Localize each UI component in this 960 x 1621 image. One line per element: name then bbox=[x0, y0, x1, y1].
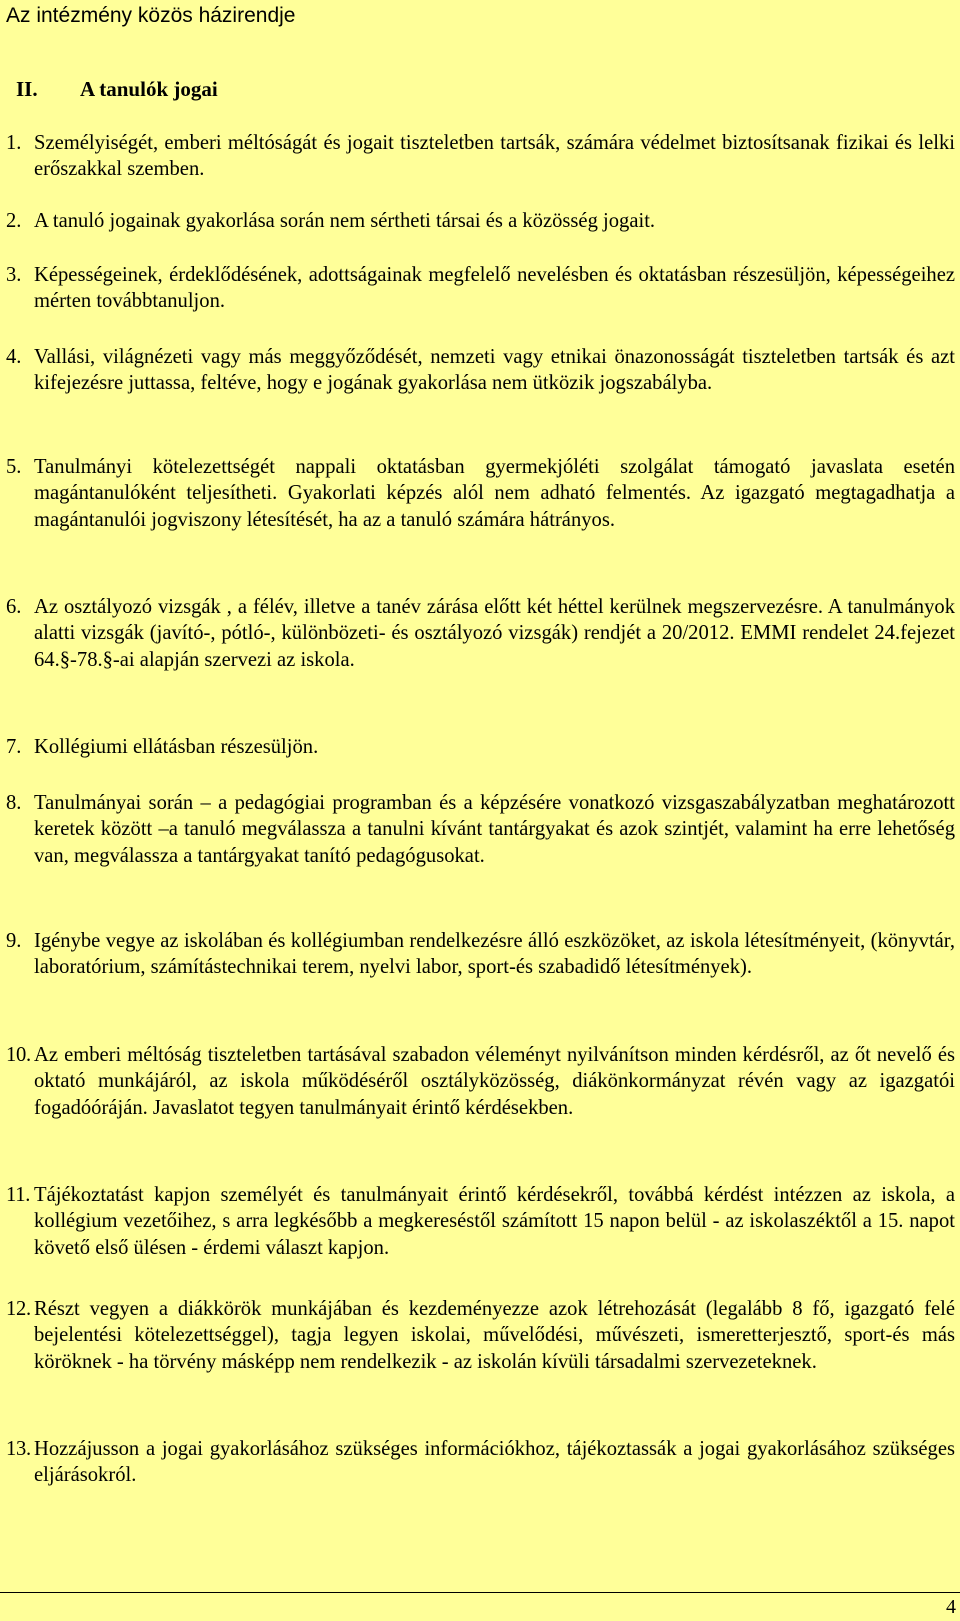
footer-divider bbox=[0, 1592, 960, 1593]
list-item-number: 1. bbox=[6, 132, 22, 154]
list-item-text: Képességeinek, érdeklődésének, adottságainak megfelelő nevelésben és oktatásban részesüljön, képességeihez mérten továbbtanuljon. bbox=[34, 264, 955, 313]
list-item bbox=[6, 344, 955, 397]
list-item-number: 9. bbox=[6, 930, 22, 952]
document-header-title: Az intézmény közös házirendje bbox=[6, 4, 296, 27]
list-item bbox=[6, 130, 955, 183]
list-item bbox=[6, 262, 955, 315]
list-item bbox=[6, 208, 955, 234]
list-item-text: Kollégiumi ellátásban részesüljön. bbox=[34, 736, 319, 758]
list-item bbox=[6, 1296, 955, 1375]
list-item-text: Személyiségét, emberi méltóságát és jogait tiszteletben tartsák, számára védelmet biztosítsanak fizikai és lelki erőszakkal szemben. bbox=[34, 132, 955, 181]
list-item-text: Tanulmányai során – a pedagógiai programban és a képzésére vonatkozó vizsgaszabályzatban meghatározott keretek között –a tanuló megválassza a tanulni kívánt tantárgyakat és azok szintjét, valamint ha erre lehetőség van, megválassza a tantárgyakat tanító pedagógusokat. bbox=[34, 792, 955, 867]
list-item-text: Tanulmányi kötelezettségét nappali oktatásban gyermekjóléti szolgálat támogató javaslata esetén magántanulóként teljesítheti. Gyakorlati képzés alól nem adható felmentés. Az igazgató megtagadhatja a magántanulói jogviszony létesítését, ha az a tanuló számára hátrányos. bbox=[34, 456, 955, 531]
list-item-text: Az osztályozó vizsgák , a félév, illetve a tanév zárása előtt két héttel kerülnek megszervezésre. A tanulmányok alatti vizsgák (javító-, pótló-, különbözeti- és osztályozó vizsgák) rendjét a 20/2012. EMMI rendelet 24.fejezet 64.§-78.§-ai alapján szervezi az iskola. bbox=[34, 596, 955, 671]
list-item-number: 6. bbox=[6, 596, 22, 618]
list-item-number: 3. bbox=[6, 264, 22, 286]
list-item-number: 11. bbox=[6, 1184, 31, 1206]
list-item-text: Tájékoztatást kapjon személyét és tanulmányait érintő kérdésekről, továbbá kérdést intézzen az iskola, a kollégium vezetőihez, s arra legkésőbb a megkereséstől számított 15 napon belül - az iskolaszéktől a 15. napot követő első ülésen - érdemi választ kapjon. bbox=[34, 1184, 955, 1259]
section-number: II. bbox=[16, 77, 38, 101]
list-item-number: 8. bbox=[6, 792, 22, 814]
page-number: 4 bbox=[946, 1596, 956, 1618]
list-item bbox=[6, 1042, 955, 1121]
list-item-text: Az emberi méltóság tiszteletben tartásával szabadon véleményt nyilvánítson minden kérdésről, az őt nevelő és oktató munkájáról, az iskola működéséről osztályközösség, diákönkormányzat révén vagy az igazgatói fogadóóráján. Javaslatot tegyen tanulmányait érintő kérdésekben. bbox=[34, 1044, 955, 1119]
list-item-number: 5. bbox=[6, 456, 22, 478]
list-item-text: A tanuló jogainak gyakorlása során nem sértheti társai és a közösség jogait. bbox=[34, 210, 656, 232]
list-item-number: 12. bbox=[6, 1298, 31, 1320]
list-item-number: 13. bbox=[6, 1438, 31, 1460]
list-item bbox=[6, 928, 955, 981]
list-item bbox=[6, 594, 955, 673]
section-title: A tanulók jogai bbox=[80, 77, 218, 101]
list-item bbox=[6, 1436, 955, 1489]
list-item-number: 2. bbox=[6, 210, 22, 232]
list-item-text: Vallási, világnézeti vagy más meggyőződését, nemzeti vagy etnikai önazonosságát tiszteletben tartsák és azt kifejezésre juttassa, feltéve, hogy e jogának gyakorlása nem ütközik jogszabályba. bbox=[34, 346, 955, 395]
list-item-text: Hozzájusson a jogai gyakorlásához szükséges információkhoz, tájékoztassák a jogai gyakorlásához szükséges eljárásokról. bbox=[34, 1438, 955, 1487]
list-item-number: 10. bbox=[6, 1044, 31, 1066]
list-item-number: 7. bbox=[6, 736, 22, 758]
list-item-text: Részt vegyen a diákkörök munkájában és kezdeményezze azok létrehozását (legalább 8 fő, igazgató felé bejelentési kötelezettséggel), tagja legyen iskolai, művelődési, művészeti, ismeretterjesztő, sport-és más köröknek - ha törvény másképp nem rendelkezik - az iskolán kívüli társadalmi szervezeteknek. bbox=[34, 1298, 955, 1373]
list-item-text: Igénybe vegye az iskolában és kollégiumban rendelkezésre álló eszközöket, az iskola létesítményeit, (könyvtár, laboratórium, számítástechnikai terem, nyelvi labor, sport-és szabadidő létesítmények). bbox=[34, 930, 955, 979]
list-item bbox=[6, 734, 955, 760]
list-item bbox=[6, 454, 955, 533]
list-item bbox=[6, 1182, 955, 1261]
list-item bbox=[6, 790, 955, 869]
list-item-number: 4. bbox=[6, 346, 22, 368]
